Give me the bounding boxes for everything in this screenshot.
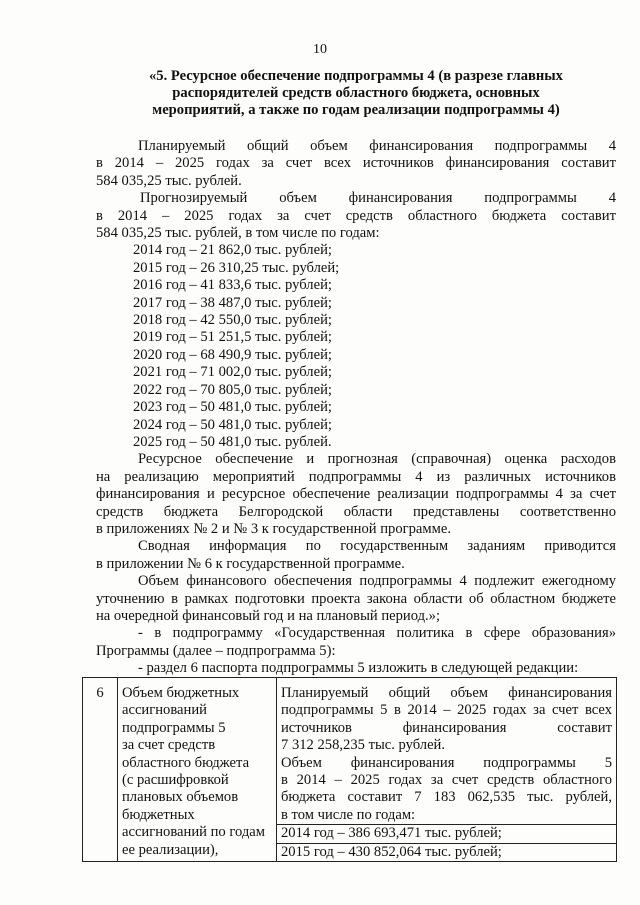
paragraph-line: уточнению в рамках подготовки проекта закона области об областном бюджете bbox=[96, 590, 616, 607]
paragraph-line: Сводная информация по государственным заданиям приводится bbox=[138, 538, 616, 555]
paragraph-line: - раздел 6 паспорта подпрограммы 5 изложить в следующей редакции: bbox=[138, 660, 579, 677]
section-heading bbox=[96, 68, 616, 119]
row-number-cell: 6 bbox=[83, 678, 118, 862]
year-line: 2014 год – 21 862,0 тыс. рублей; bbox=[133, 242, 332, 259]
year-line: 2017 год – 38 487,0 тыс. рублей; bbox=[133, 294, 332, 311]
paragraph-line: Планируемый общий объем финансирования подпрограммы 4 bbox=[138, 138, 616, 154]
year-line: 2021 год – 71 002,0 тыс. рублей; bbox=[133, 364, 332, 381]
value-line: источников финансирования составит bbox=[281, 719, 612, 736]
value-line: бюджета составит 7 183 062,535 тыс. рублей, bbox=[281, 789, 612, 806]
paragraph-line: Прогнозируемый объем финансирования подпрограммы 4 bbox=[140, 190, 616, 207]
paragraph-line: - в подпрограмму «Государственная политика в сфере образования» bbox=[138, 625, 616, 642]
value-line: 7 312 258,235 тыс. рублей. bbox=[281, 737, 446, 754]
paragraph-line: в приложении № 6 к государственной программе. bbox=[96, 555, 405, 572]
year-line: 2018 год – 42 550,0 тыс. рублей; bbox=[133, 312, 332, 329]
value-line: подпрограммы 5 в 2014 – 2025 годах за счет всех bbox=[281, 702, 612, 719]
paragraph-line: в приложениях № 2 и № 3 к государственной программе. bbox=[96, 520, 451, 537]
paragraph-line: Программы (далее – подпрограмма 5): bbox=[96, 642, 336, 659]
year-line: 2024 год – 50 481,0 тыс. рублей; bbox=[133, 416, 332, 433]
heading-line: мероприятий, а также по годам реализации подпрограммы 4) bbox=[152, 102, 560, 118]
label-line: ее реализации), bbox=[122, 841, 219, 858]
paragraph-line: финансирования и ресурсное обеспечение реализации подпрограммы 4 за счет bbox=[96, 486, 616, 503]
paragraph-line: Ресурсное обеспечение и прогнозная (справочная) оценка расходов bbox=[138, 451, 616, 468]
year-line: 2023 год – 50 481,0 тыс. рублей; bbox=[133, 399, 332, 416]
year-line: 2020 год – 68 490,9 тыс. рублей; bbox=[133, 346, 332, 363]
label-line: плановых объемов bbox=[122, 789, 239, 806]
year-line: 2022 год – 70 805,0 тыс. рублей; bbox=[133, 381, 332, 398]
year-line: 2015 год – 26 310,25 тыс. рублей; bbox=[133, 259, 340, 276]
passport-table bbox=[82, 677, 617, 862]
paragraph-line: на очередной финансовый год и на плановый период.»; bbox=[96, 607, 441, 624]
table-row bbox=[83, 678, 617, 862]
paragraph-line: Объем финансового обеспечения подпрограммы 4 подлежит ежегодному bbox=[138, 573, 616, 590]
label-line: за счет средств bbox=[122, 737, 216, 754]
label-line: подпрограммы 5 bbox=[122, 719, 226, 736]
row-value-cell bbox=[277, 678, 617, 862]
year-line: 2016 год – 41 833,6 тыс. рублей; bbox=[133, 277, 332, 294]
value-line: Планируемый общий объем финансирования bbox=[281, 685, 612, 701]
heading-line: распорядителей средств областного бюджета, основных bbox=[172, 85, 540, 101]
value-line: Объем финансирования подпрограммы 5 bbox=[281, 754, 612, 771]
year-line: 2025 год – 50 481,0 тыс. рублей. bbox=[133, 433, 332, 450]
label-line: областного бюджета bbox=[122, 754, 250, 771]
value-line: 2015 год – 430 852,064 тыс. рублей; bbox=[277, 843, 616, 861]
paragraph-line: в 2014 – 2025 годах за счет средств областного бюджета составит bbox=[96, 207, 616, 224]
page-number: 10 bbox=[313, 42, 327, 57]
paragraph-line: средств бюджета Белгородской области представлены соответственно bbox=[96, 503, 616, 520]
paragraph-line: 584 035,25 тыс. рублей. bbox=[96, 172, 242, 189]
label-line: ассигнований bbox=[122, 702, 207, 719]
label-line: Объем бюджетных bbox=[122, 685, 240, 701]
row-label-cell bbox=[118, 678, 277, 862]
value-line: в 2014 – 2025 годах за счет средств областного bbox=[281, 772, 612, 789]
year-line: 2019 год – 51 251,5 тыс. рублей; bbox=[133, 329, 332, 346]
paragraph-line: в 2014 – 2025 годах за счет всех источников финансирования составит bbox=[96, 155, 616, 172]
paragraph-line: 584 035,25 тыс. рублей, в том числе по годам: bbox=[96, 225, 380, 242]
value-line: в том числе по годам: bbox=[281, 806, 416, 823]
label-line: (с расшифровкой bbox=[122, 772, 229, 789]
value-line: 2014 год – 386 693,471 тыс. рублей; bbox=[277, 824, 616, 842]
label-line: бюджетных bbox=[122, 806, 195, 823]
document-body bbox=[96, 138, 616, 678]
label-line: ассигнований по годам bbox=[122, 824, 265, 841]
heading-line: «5. Ресурсное обеспечение подпрограммы 4 (в разрезе главных bbox=[149, 68, 563, 84]
paragraph-line: на реализацию мероприятий подпрограммы 4 из различных источников bbox=[96, 468, 616, 485]
